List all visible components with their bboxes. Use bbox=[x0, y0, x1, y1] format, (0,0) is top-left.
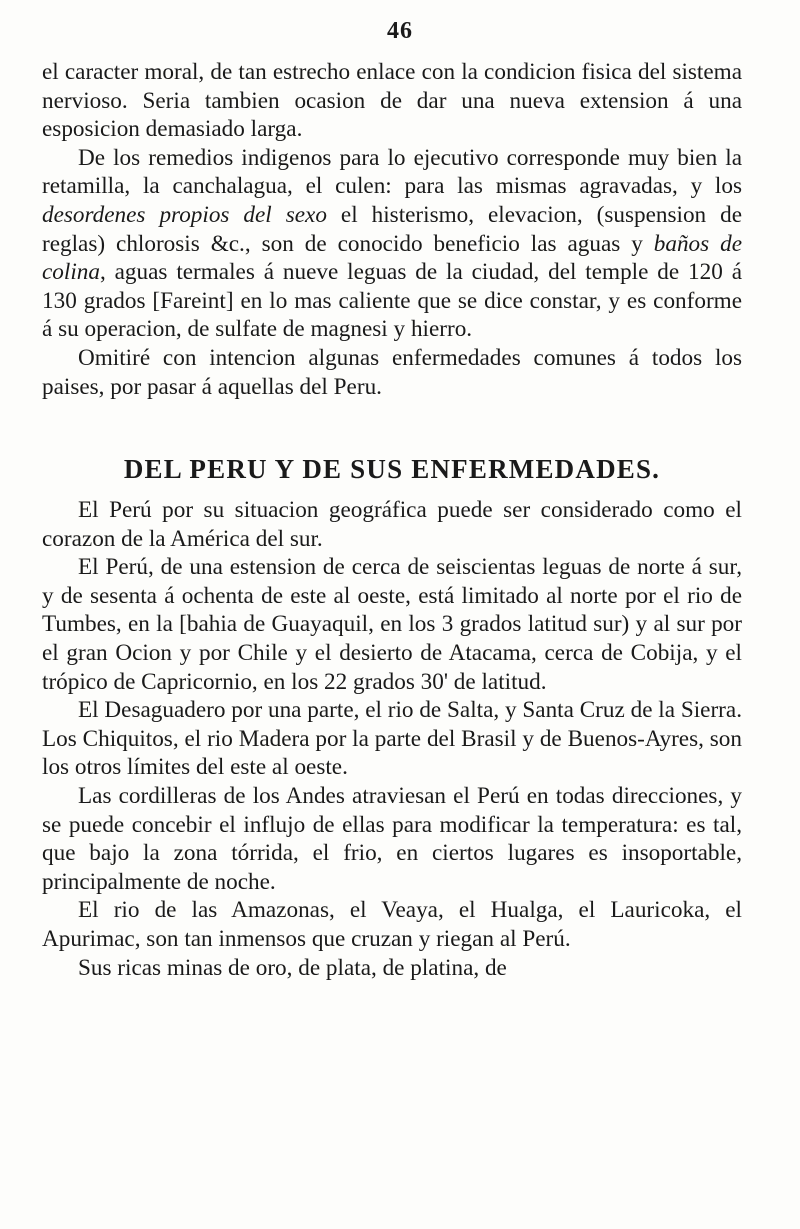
page-number: 46 bbox=[387, 18, 413, 44]
intro-paragraph-remedies bbox=[42, 144, 742, 344]
peru-text-block bbox=[42, 496, 742, 982]
remedies-text-part2: el histerismo, elevacion, (suspension de reglas) chlorosis &c., son de conocido beneficio las aguas y bbox=[42, 201, 742, 257]
peru-paragraph-situation: El Perú por su situacion geográfica puede ser considerado como el corazon de la América del sur. bbox=[42, 497, 742, 552]
intro-paragraph-continued: el caracter moral, de tan estrecho enlace con la condicion fisica del sistema nervioso. Seria tambien ocasion de dar una nueva extension á una esposicion demasiado larga. bbox=[42, 59, 742, 143]
remedies-italic-sexo: desordenes propios del sexo bbox=[42, 201, 327, 228]
remedies-text-part1: De los remedios indigenos para lo ejecutivo corresponde muy bien la retamilla, la canchalagua, el culen: para las mismas agravadas, y los bbox=[42, 144, 742, 200]
intro-paragraph-omit: Omitiré con intencion algunas enfermedades comunes á todos los paises, por pasar á aquellas del Peru. bbox=[42, 344, 742, 400]
peru-paragraph-limits: El Desaguadero por una parte, el rio de Salta, y Santa Cruz de la Sierra. Los Chiquitos, el rio Madera por la parte del Brasil y de Buenos-Ayres, son los otros límites del este al oeste. bbox=[42, 697, 742, 781]
peru-paragraph-cordilleras: Las cordilleras de los Andes atraviesan el Perú en todas direcciones, y se puede concebir el influjo de ellas para modificar la temperatura: es tal, que bajo la zona tórrida, el frio, en ciertos lugares es insoportable, principalmente de noche. bbox=[42, 782, 742, 895]
peru-paragraph-rivers: El rio de las Amazonas, el Veaya, el Hualga, el Lauricoka, el Apurimac, son tan inmensos que cruzan y riegan al Perú. bbox=[42, 897, 742, 952]
remedies-italic-banos: baños de colina bbox=[42, 230, 743, 286]
peru-paragraph-mines: Sus ricas minas de oro, de plata, de platina, de bbox=[78, 954, 507, 981]
peru-paragraph-extension: El Perú, de una estension de cerca de seiscientas leguas de norte á sur, y de sesenta á ochenta de este al oeste, está limitado al norte por el rio de Tumbes, en la [bahia de Guayaquil, en los 3 grados latitud sur) y al sur por el gran Ocion y por Chile y el desierto de Atacama, cerca de Cobija, y el trópico de Capricornio, en los 22 grados 30' de latitud. bbox=[42, 554, 742, 695]
remedies-text-part3: , aguas termales á nueve leguas de la ciudad, del temple de 120 á 130 grados [Fareint] en lo mas caliente que se dice constar, y es conforme á su operacion, de sulfate de magnesi y hierro. bbox=[42, 259, 742, 343]
section-heading: DEL PERU Y DE SUS ENFERMEDADES. bbox=[123, 454, 661, 484]
intro-text-block bbox=[42, 58, 742, 401]
